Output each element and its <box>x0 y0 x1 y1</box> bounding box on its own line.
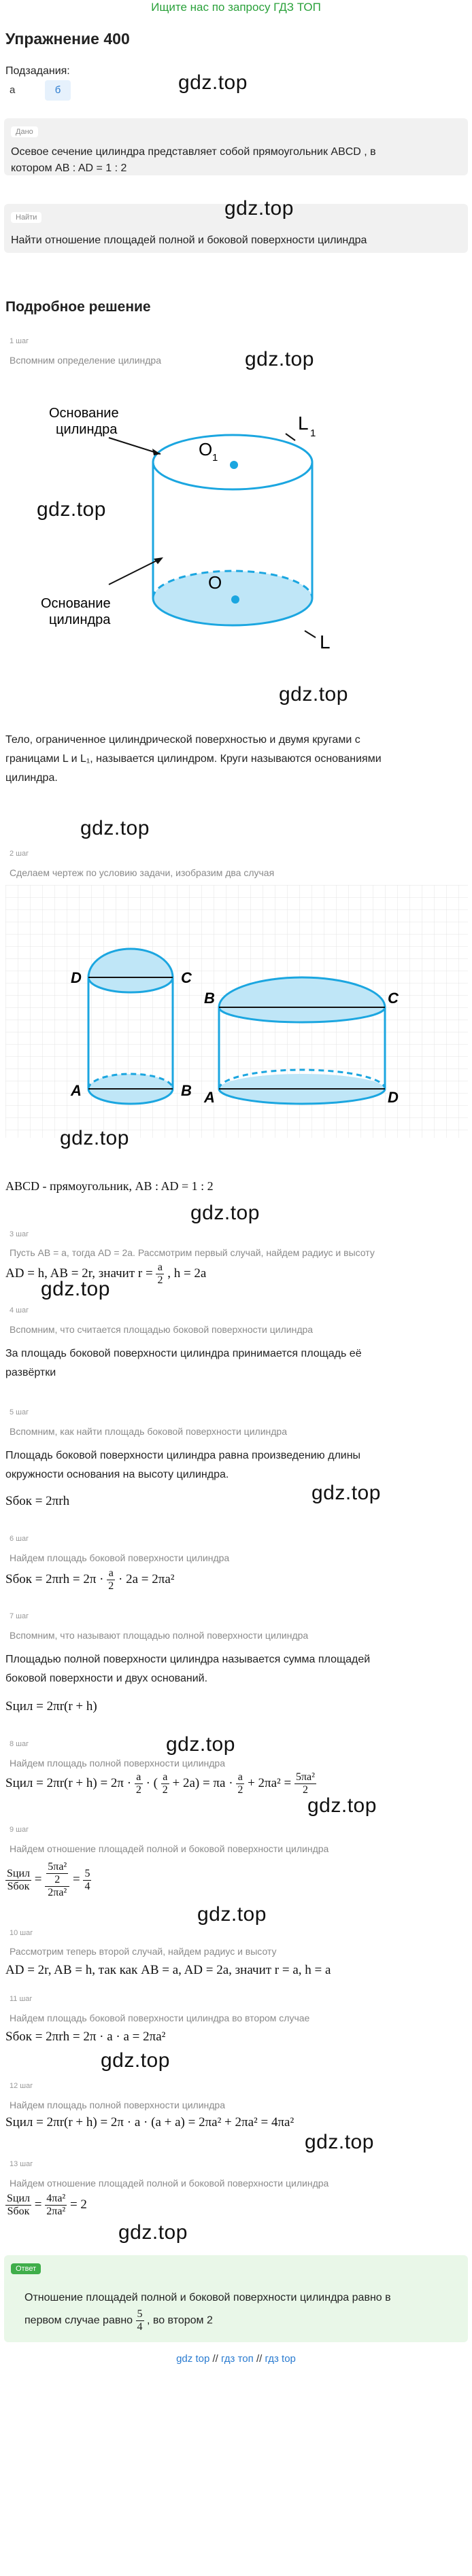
footer-sep-2: // <box>256 2353 263 2365</box>
step-9-inner-den: 2 <box>54 1874 61 1885</box>
footer-link-3[interactable]: гдз top <box>265 2353 296 2365</box>
step-5-hint: Вспомним, как найти площадь боковой поверхности цилиндра <box>10 1426 287 1437</box>
step-9-eq: = <box>34 1872 42 1887</box>
step-7-text <box>5 1650 461 1688</box>
step-5-math: Sбок = 2πrh <box>5 1494 70 1508</box>
step-1-tag: 1 шаг <box>10 337 29 345</box>
step-8-num-3: a <box>236 1771 244 1784</box>
footer-links <box>0 2353 472 2365</box>
step-13-eq: = <box>34 2197 42 2212</box>
step-13-result: = 2 <box>69 2197 87 2212</box>
step-8-math-a: Sцил = 2πr(r + h) = 2π · <box>5 1775 132 1790</box>
step-8-num-4: 5πa² <box>295 1771 315 1783</box>
step-13-fraction-main <box>5 2193 31 2218</box>
given-tag: Дано <box>11 126 38 137</box>
step-8-den-3: 2 <box>237 1784 243 1796</box>
o1-label: O <box>199 439 213 459</box>
answer-fraction <box>136 2308 144 2333</box>
l1-label-sub: 1 <box>310 428 316 439</box>
case1-label-a: A <box>71 1082 82 1099</box>
case2-label-a: A <box>204 1089 215 1106</box>
answer-line-1: Отношение площадей полной и боковой поверхности цилиндра равно в <box>24 2292 391 2303</box>
step-8-fraction-1 <box>135 1771 143 1796</box>
answer-num: 5 <box>137 2308 143 2320</box>
watermark: gdz.top <box>307 1794 377 1817</box>
step-11-hint: Найдем площадь боковой поверхности цилиндра во втором случае <box>10 2013 310 2023</box>
watermark: gdz.top <box>37 498 106 521</box>
bottom-base-label-1: Основание <box>41 596 111 611</box>
step-3-math-b: , h = 2a <box>167 1266 207 1281</box>
o1-dot <box>230 461 238 469</box>
solution-title: Подробное решение <box>5 299 151 315</box>
o1-label-sub: 1 <box>212 452 218 464</box>
find-text: Найти отношение площадей полной и боковой поверхности цилиндра <box>11 234 367 246</box>
step-11-tag: 11 шаг <box>10 1995 33 2003</box>
case2-label-c: C <box>388 990 399 1007</box>
step-13-fn: Sцил <box>7 2193 31 2204</box>
step-9-result-den: 4 <box>84 1880 90 1892</box>
top-banner[interactable]: Ищите нас по запросу ГДЗ ТОП <box>151 1 321 14</box>
case1-label-c: C <box>181 969 192 986</box>
l-label: L <box>320 631 331 652</box>
step-8-fraction-2 <box>161 1771 169 1796</box>
top-base-label-1: Основание <box>49 406 119 421</box>
step-7-math: Sцил = 2πr(r + h) <box>5 1699 97 1713</box>
step-2-tag: 2 шаг <box>10 850 29 858</box>
two-cases-figure <box>5 885 468 1138</box>
o-dot <box>231 595 239 604</box>
given-text <box>11 144 376 177</box>
footer-sep-1: // <box>212 2353 218 2365</box>
step-8-den-1: 2 <box>135 1784 141 1796</box>
step-6-den: 2 <box>108 1580 114 1592</box>
subtasks-label: Подзадания: <box>5 65 70 77</box>
step-13-math <box>5 2193 87 2218</box>
o-label: O <box>208 572 222 593</box>
step-1-line-1: Тело, ограниченное цилиндрической поверхностью и двумя кругами с <box>5 734 360 746</box>
find-tag: Найти <box>11 212 41 223</box>
watermark: gdz.top <box>101 2049 170 2072</box>
step-4-tag: 4 шаг <box>10 1306 29 1315</box>
footer-link-2[interactable]: гдз топ <box>221 2353 254 2365</box>
step-8-den-4: 2 <box>302 1784 308 1796</box>
step-12-hint: Найдем площадь полной поверхности цилиндра <box>10 2100 225 2110</box>
page-title: Упражнение 400 <box>5 30 130 48</box>
step-8-math <box>5 1771 316 1796</box>
step-1-line-2: границами L и L₁, называется цилиндром. Круги называются основаниями <box>5 753 382 765</box>
step-6-fraction <box>107 1567 115 1592</box>
step-3-math-a: AD = h, AB = 2r, значит r = <box>5 1266 153 1281</box>
answer-tag: Ответ <box>11 2263 41 2274</box>
watermark: gdz.top <box>224 197 294 220</box>
step-4-line-2: развёртки <box>5 1367 56 1378</box>
cylinder-definition-figure <box>27 381 394 666</box>
step-2-note: ABCD - прямоугольник, AB : AD = 1 : 2 <box>5 1179 214 1193</box>
case2-label-d: D <box>388 1089 399 1106</box>
step-9-nested-den: 2πa² <box>48 1887 67 1898</box>
step-9-fraction-nested <box>45 1861 69 1899</box>
step-4-hint: Вспомним, что считается площадью боковой поверхности цилиндра <box>10 1324 314 1335</box>
step-8-num-2: a <box>161 1771 169 1784</box>
step-9-nested-num <box>45 1861 69 1887</box>
subtask-tab-b[interactable]: б <box>45 80 71 101</box>
step-9-math <box>5 1861 91 1899</box>
step-7-tag: 7 шаг <box>10 1612 29 1620</box>
step-3-tag: 3 шаг <box>10 1230 29 1238</box>
case1-label-b: B <box>181 1082 192 1099</box>
step-3-den: 2 <box>157 1274 163 1286</box>
answer-den: 4 <box>137 2321 143 2333</box>
step-13-fraction <box>45 2193 67 2218</box>
step-8-hint: Найдем площадь полной поверхности цилиндра <box>10 1758 225 1769</box>
step-12-math: Sцил = 2πr(r + h) = 2π · a · (a + a) = 2πa² + 2πa² = 4πa² <box>5 2115 294 2129</box>
step-1-hint: Вспомним определение цилиндра <box>10 355 162 366</box>
step-10-tag: 10 шаг <box>10 1929 33 1937</box>
step-6-num: a <box>107 1567 115 1580</box>
step-7-line-1: Площадью полной поверхности цилиндра называется сумма площадей <box>5 1654 371 1665</box>
answer-line-2a: первом случае равно <box>24 2314 133 2327</box>
step-9-fraction-result <box>83 1868 91 1893</box>
step-13-fd: Sбок <box>7 2206 30 2217</box>
step-6-math <box>5 1567 174 1592</box>
step-13-num: 4πa² <box>46 2193 66 2204</box>
top-base-label-2: цилиндра <box>56 422 118 437</box>
answer-text <box>24 2288 460 2333</box>
l1-label: L <box>298 413 309 434</box>
l-tick <box>305 631 316 638</box>
watermark: gdz.top <box>245 348 314 370</box>
step-13-den: 2πa² <box>46 2206 66 2217</box>
watermark: gdz.top <box>118 2221 188 2244</box>
step-9-result-num: 5 <box>84 1867 90 1879</box>
watermark: gdz.top <box>166 1733 235 1756</box>
watermark: gdz.top <box>279 683 348 706</box>
step-9-fraction-main <box>5 1868 31 1893</box>
step-13-hint: Найдем отношение площадей полной и боковой поверхности цилиндра <box>10 2178 329 2189</box>
answer-card <box>4 2255 468 2342</box>
top-base-pointer <box>109 438 161 454</box>
given-line-2: котором AB : AD = 1 : 2 <box>11 162 127 174</box>
watermark: gdz.top <box>190 1202 260 1224</box>
step-5-tag: 5 шаг <box>10 1408 29 1416</box>
step-3-hint: Пусть AB = a, тогда AD = 2a. Рассмотрим первый случай, найдем радиус и высоту <box>10 1247 375 1258</box>
step-9-eq-2: = <box>72 1872 80 1887</box>
step-10-hint: Рассмотрим теперь второй случай, найдем радиус и высоту <box>10 1946 277 1957</box>
step-1-text <box>5 731 461 788</box>
watermark: gdz.top <box>305 2131 374 2153</box>
step-9-inner-fraction <box>46 1861 68 1886</box>
bottom-base-label-2: цилиндра <box>49 612 111 627</box>
answer-line-2 <box>24 2308 460 2333</box>
watermark: gdz.top <box>60 1127 129 1149</box>
answer-line-2b: , во втором 2 <box>146 2314 213 2327</box>
step-8-tag: 8 шаг <box>10 1740 29 1748</box>
step-3-num: a <box>156 1261 164 1274</box>
footer-link-1[interactable]: gdz top <box>176 2353 210 2365</box>
step-2-hint: Сделаем чертеж по условию задачи, изобразим два случая <box>10 867 275 878</box>
step-8-math-3: + 2a) = πa · <box>172 1775 233 1790</box>
step-7-line-2: боковой поверхности и двух оснований. <box>5 1673 208 1684</box>
step-10-math: AD = 2r, AB = h, так как AB = a, AD = 2a, значит r = a, h = a <box>5 1963 331 1977</box>
step-7-hint: Вспомним, что называют площадью полной поверхности цилиндра <box>10 1630 309 1641</box>
given-line-1: Осевое сечение цилиндра представляет собой прямоугольник ABCD , в <box>11 146 376 158</box>
step-13-tag: 13 шаг <box>10 2160 33 2168</box>
step-9-inner-num: 5πa² <box>48 1861 67 1873</box>
step-5-line-1: Площадь боковой поверхности цилиндра равна произведению длины <box>5 1450 361 1461</box>
subtask-tab-a[interactable]: а <box>10 84 16 96</box>
step-9-tag: 9 шаг <box>10 1826 29 1834</box>
step-4-text <box>5 1344 461 1382</box>
watermark: gdz.top <box>311 1482 381 1504</box>
watermark: gdz.top <box>197 1903 267 1926</box>
given-card <box>4 118 468 175</box>
step-12-tag: 12 шаг <box>10 2082 33 2090</box>
step-4-line-1: За площадь боковой поверхности цилиндра принимается площадь её <box>5 1348 362 1359</box>
watermark: gdz.top <box>41 1278 110 1300</box>
case2-label-b: B <box>204 990 215 1007</box>
step-6-math-a: Sбок = 2πrh = 2π · <box>5 1571 104 1586</box>
watermark: gdz.top <box>178 71 248 94</box>
watermark: gdz.top <box>80 817 150 839</box>
step-6-hint: Найдем площадь боковой поверхности цилиндра <box>10 1552 230 1563</box>
step-8-den-2: 2 <box>162 1784 168 1796</box>
step-11-math: Sбок = 2πrh = 2π · a · a = 2πa² <box>5 2030 166 2044</box>
l1-tick <box>286 434 295 440</box>
step-9-fn: Sцил <box>7 1867 31 1879</box>
step-5-text <box>5 1446 461 1484</box>
step-8-fraction-4 <box>294 1771 316 1796</box>
step-6-math-b: · 2a = 2πa² <box>118 1571 175 1586</box>
step-8-math-4: + 2πa² = <box>248 1775 292 1790</box>
case1-label-d: D <box>71 969 82 986</box>
step-6-tag: 6 шаг <box>10 1535 29 1543</box>
step-8-num-1: a <box>135 1771 143 1784</box>
step-5-line-2: окружности основания на высоту цилиндра. <box>5 1469 229 1480</box>
step-8-math-2: · ( <box>146 1775 158 1790</box>
step-9-fd: Sбок <box>7 1880 30 1892</box>
step-3-fraction <box>156 1261 164 1287</box>
step-8-fraction-3 <box>236 1771 244 1796</box>
step-9-hint: Найдем отношение площадей полной и боковой поверхности цилиндра <box>10 1843 329 1854</box>
step-1-line-3: цилиндра. <box>5 772 58 784</box>
